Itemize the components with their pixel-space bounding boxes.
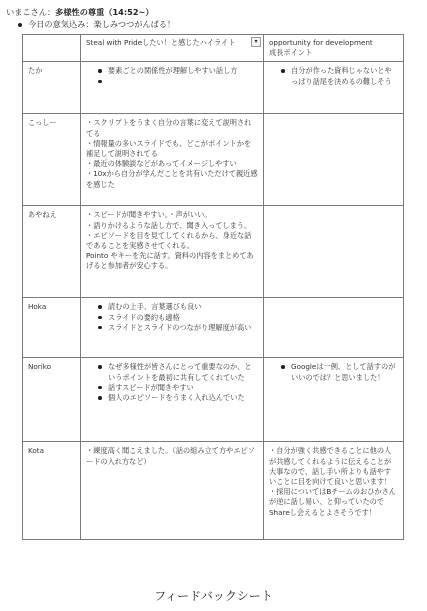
table-row <box>23 206 404 298</box>
bullet-item: 要素ごとの関係性が理解しやすい話し方 <box>108 66 258 76</box>
text-lines <box>269 446 398 517</box>
reviewer-name-cell[interactable]: Kota <box>23 442 81 540</box>
bullet-list <box>269 66 398 86</box>
table-row <box>23 62 404 114</box>
text-line: ・エピソードを目を見てしてくれるから、身近な話であることを実感させてくれる。 <box>86 230 252 251</box>
development-cell[interactable] <box>264 114 404 206</box>
bullet-item: 自分が作った資料じゃないとやっぱり話尾を決めるの難しそう <box>291 66 398 86</box>
text-line: ・スピードが聞きやすい。・声がいい。 <box>86 210 212 220</box>
text-line: ・採用についてはBチームのおひかさんが逆に話し易い、と仰っていたのでShareし会えるとよさそうです！ <box>269 487 396 517</box>
bullet-item: スライドとスライドのつながり理解度が高い <box>108 323 258 333</box>
text-lines <box>86 446 258 466</box>
text-lines <box>86 118 258 189</box>
text-lines <box>86 210 258 271</box>
bullet-item: なぜ多様性が皆さんにとって重要なのか、というポイントを最初に共有してくれていた <box>108 362 258 382</box>
highlight-cell[interactable] <box>81 442 264 540</box>
reviewer-name-cell[interactable]: Noriko <box>23 358 81 442</box>
development-cell[interactable] <box>264 358 404 442</box>
bullet-item: Googleは一例、として話すのがいいのでは？と思いました！ <box>291 362 398 382</box>
presenter-label: いまこさん： <box>6 7 56 17</box>
table-row <box>23 442 404 540</box>
reviewer-name-cell[interactable]: あやねえ <box>23 206 81 298</box>
bullet-list <box>86 66 258 86</box>
filter-dropdown-icon[interactable]: ▾ <box>251 37 261 47</box>
text-line: ・情報量の多いスライドでも、どこがポイントかを補足して説明されてる <box>86 138 252 159</box>
reviewer-name-cell[interactable]: こっしー <box>23 114 81 206</box>
header-cell-name <box>23 35 81 62</box>
bullet-item <box>108 77 258 87</box>
bullet-item: 個人のエピソードをうまく入れ込んでいた <box>108 393 258 403</box>
text-line: ・最近の体験談などがあってイメージしやすい <box>86 159 237 169</box>
header <box>6 6 421 30</box>
bullet-item: 話すスピードが聞きやすい <box>108 383 258 393</box>
highlight-cell[interactable] <box>81 114 264 206</box>
development-cell[interactable] <box>264 298 404 358</box>
bullet-icon <box>18 23 22 27</box>
highlight-cell[interactable] <box>81 62 264 114</box>
presenter-value: 多様性の尊重（14:52~） <box>55 7 154 17</box>
bullet-item: スライドの要約も適格 <box>108 313 258 323</box>
text-line: ・語りかけるような話し方で、聞き入ってしまう。 <box>86 220 252 230</box>
text-line: Pointo やキーを先に話す。資料の内容をまとめてあげると参加者が安心する。 <box>86 251 254 271</box>
text-line: ・自分が強く共感できることに他の人が共感してくれるように伝えることが大事なので、話し手い所よりも話やすいことに目を向けて良いと思います！ <box>269 446 392 487</box>
goal-line <box>6 18 421 30</box>
reviewer-name-cell[interactable]: Hoka <box>23 298 81 358</box>
table-header-row <box>23 35 404 62</box>
table-row <box>23 298 404 358</box>
development-cell[interactable] <box>264 62 404 114</box>
highlight-cell[interactable] <box>81 206 264 298</box>
highlight-cell[interactable] <box>81 358 264 442</box>
text-line: ・10xから自分が学んだことを共有いただけて親近感を感じた <box>86 169 258 189</box>
presenter-line <box>6 6 421 18</box>
bullet-list <box>86 302 258 333</box>
bullet-item: 読むの上手、言葉選びも良い <box>108 302 258 312</box>
development-cell[interactable] <box>264 206 404 298</box>
development-cell[interactable] <box>264 442 404 540</box>
feedback-table <box>22 34 404 540</box>
reviewer-name-cell[interactable]: たか <box>23 62 81 114</box>
goal-text: 今日の意気込み：楽しみつつがんばる！ <box>28 19 176 29</box>
highlight-cell[interactable] <box>81 298 264 358</box>
text-line: ・練度高く聞こえました。（話の組み立て方やエピソードの入れ方など） <box>86 446 255 466</box>
header-steal-label: Steal with Prideしたい！と感じたハイライト <box>86 38 236 47</box>
table-row <box>23 358 404 442</box>
text-line: ・スクリプトをうまく自分の言葉に変えて説明されてる <box>86 118 252 138</box>
header-cell-steal[interactable] <box>81 35 264 62</box>
table-row <box>23 114 404 206</box>
bullet-list <box>86 362 258 403</box>
caption: フィードバックシート <box>154 589 273 603</box>
bullet-list <box>269 362 398 382</box>
header-cell-dev: opportunity for development 成長ポイント <box>264 35 404 62</box>
